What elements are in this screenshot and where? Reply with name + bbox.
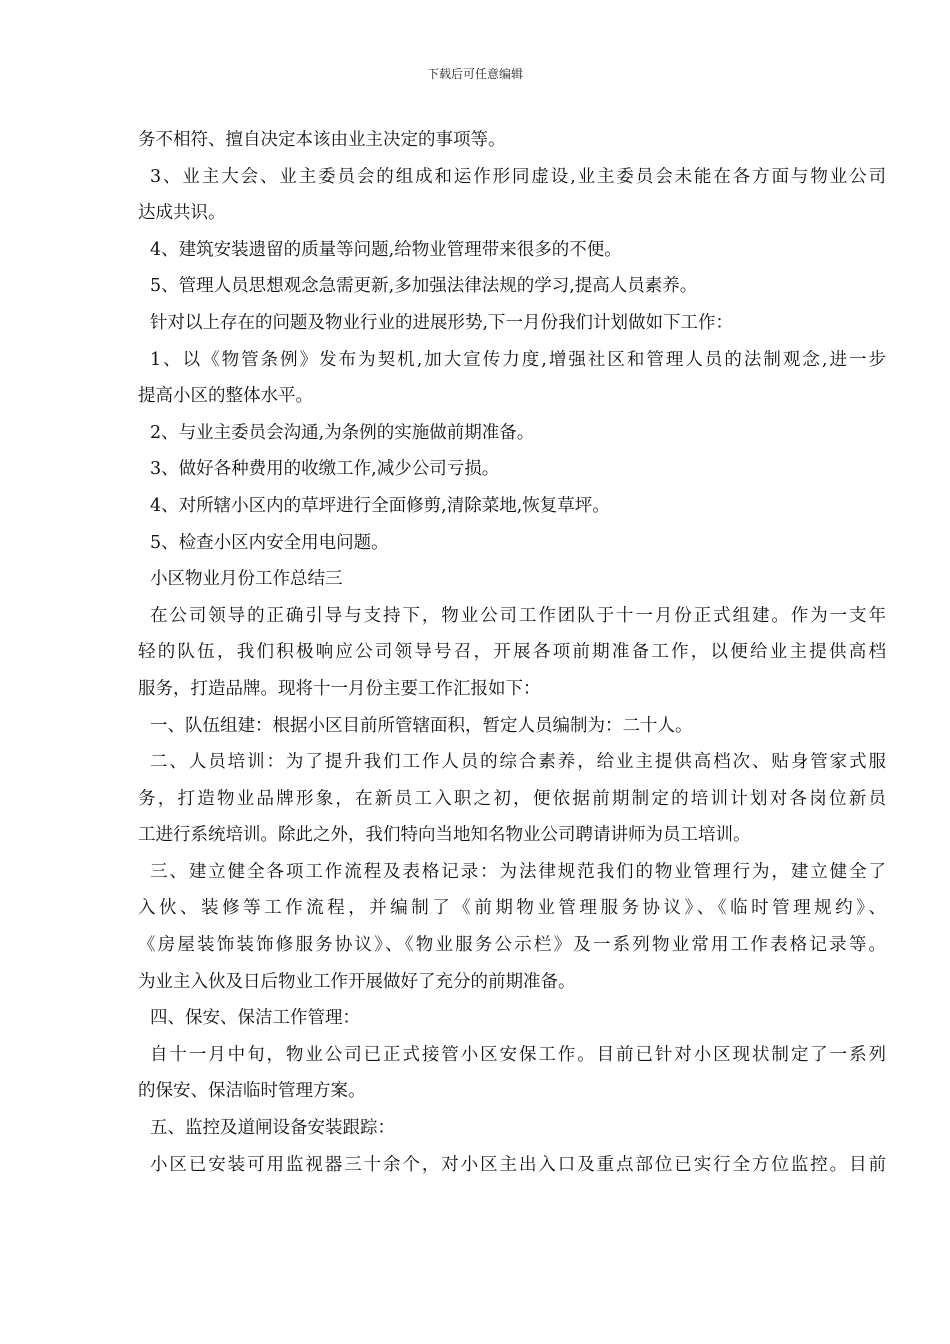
text-line: 5、检查小区内安全用电问题。 [150,532,389,553]
text-line: 1、以《物管条例》发布为契机,加大宣传力度,增强社区和管理人员的法制观念,进一步 [150,349,886,370]
text-line: 3、做好各种费用的收缴工作,减少公司亏损。 [150,459,500,480]
text-line: 务，打造物业品牌形象，在新员工入职之初，便依据前期制定的培训计划对各岗位新员 [138,788,886,809]
text-line: 达成共识。 [138,203,226,224]
text-line: 5、管理人员思想观念急需更新,多加强法律法规的学习,提高人员素养。 [150,276,698,297]
page-header: 下载后可任意编辑 [426,67,523,81]
text-line: 轻的队伍，我们积极响应公司领导号召，开展各项前期准备工作，以便给业主提供高档 [138,642,886,663]
text-line: 针对以上存在的问题及物业行业的进展形势,下一月份我们计划做如下工作： [150,312,734,333]
text-line: 入伙、装修等工作流程，并编制了《前期物业管理服务协议》、《临时管理规约》、 [138,898,886,919]
text-line: 小区已安装可用监视器三十余个，对小区主出入口及重点部位已实行全方位监控。目前 [150,1154,886,1175]
text-line: 为业主入伙及日后物业工作开展做好了充分的前期准备。 [138,971,576,992]
text-line: 二、人员培训：为了提升我们工作人员的综合素养，给业主提供高档次、贴身管家式服 [150,752,886,773]
text-line: 的保安、保洁临时管理方案。 [138,1081,366,1102]
text-line: 4、建筑安装遗留的质量等问题,给物业管理带来很多的不便。 [150,239,622,260]
text-line: 自十一月中旬，物业公司已正式接管小区安保工作。目前已针对小区现状制定了一系列 [150,1044,886,1065]
text-line: 小区物业月份工作总结三 [150,569,343,590]
text-line: 在公司领导的正确引导与支持下，物业公司工作团队于十一月份正式组建。作为一支年 [150,605,886,626]
text-line: 提高小区的整体水平。 [138,386,313,407]
text-line: 四、保安、保洁工作管理： [150,1008,360,1029]
text-line: 3、业主大会、业主委员会的组成和运作形同虚设,业主委员会未能在各方面与物业公司 [150,166,886,187]
text-line: 《房屋装饰装饰修服务协议》、《物业服务公示栏》及一系列物业常用工作表格记录等。 [138,935,886,956]
text-line: 务不相符、擅自决定本该由业主决定的事项等。 [138,130,506,150]
document-body [138,122,886,1183]
text-line: 4、对所辖小区内的草坪进行全面修剪,清除菜地,恢复草坪。 [150,495,610,516]
text-line: 工进行系统培训。除此之外，我们特向当地知名物业公司聘请讲师为员工培训。 [138,825,751,846]
text-line: 五、监控及道闸设备安装跟踪： [150,1118,395,1139]
text-line: 服务，打造品牌。现将十一月份主要工作汇报如下： [138,678,541,699]
text-line: 2、与业主委员会沟通,为条例的实施做前期准备。 [150,422,535,443]
text-line: 一、队伍组建：根据小区目前所管辖面积，暂定人员编制为：二十人。 [150,715,693,736]
text-line: 三、建立健全各项工作流程及表格记录：为法律规范我们的物业管理行为，建立健全了 [150,861,886,882]
